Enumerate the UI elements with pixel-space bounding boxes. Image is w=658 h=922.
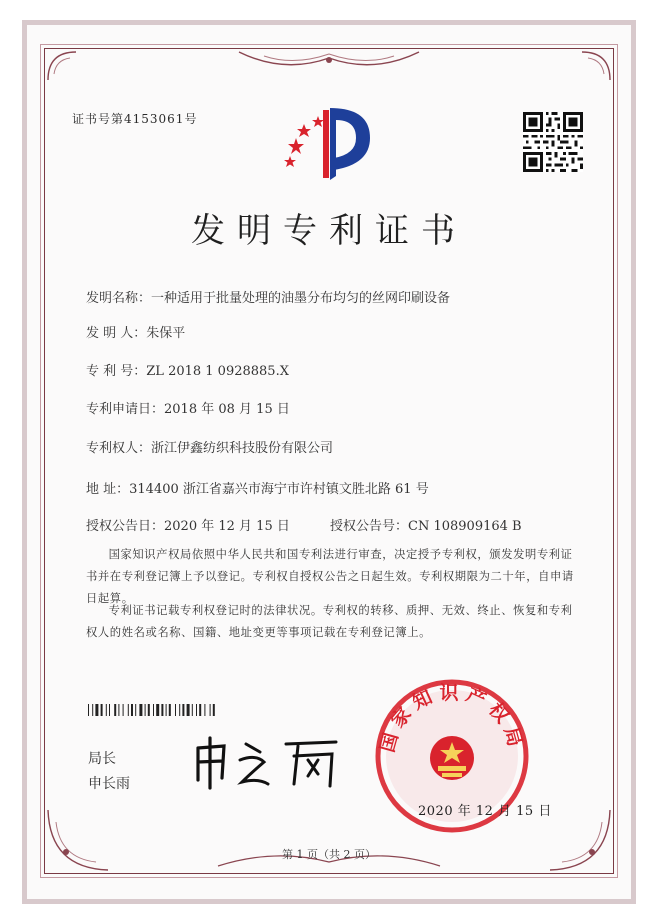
legal-paragraph-1: 国家知识产权局依照中华人民共和国专利法进行审查，决定授予专利权，颁发发明专利证书并在专利登记簿上予以登记。专利权自授权公告之日起生效。专利权期限为二十年，自申请日起算。 [86, 548, 574, 605]
address-row [86, 478, 429, 497]
patentee-value: 浙江伊鑫纺织科技股份有限公司 [151, 441, 334, 456]
invention-name-value: 一种适用于批量处理的油墨分布均匀的丝网印刷设备 [151, 291, 451, 306]
director-name: 申长雨 [88, 776, 130, 792]
corner-ornament-br [548, 808, 612, 872]
cnipa-logo [278, 98, 378, 184]
qr-code [523, 112, 583, 172]
patentee-row [86, 437, 333, 456]
corner-ornament-tl [46, 50, 90, 94]
filing-date-label: 专利申请日： [86, 402, 165, 417]
director-signature [190, 734, 350, 790]
certificate-number: 证书号第4153061号 [72, 112, 198, 126]
corner-ornament-tr [568, 50, 612, 94]
seal-date: 2020 年 12 月 15 日 [418, 804, 552, 819]
filing-date-value: 2018 年 08 月 15 日 [164, 402, 290, 417]
grant-number-label: 授权公告号： [330, 519, 409, 534]
barcode [88, 704, 286, 716]
patentee-label: 专利权人： [86, 441, 152, 456]
grant-date-row [86, 515, 290, 534]
grant-number-row [330, 515, 522, 534]
legal-paragraph-2: 专利证书记载专利权登记时的法律状况。专利权的转移、质押、无效、终止、恢复和专利权人的姓名或名称、国籍、地址变更等事项记载在专利登记簿上。 [86, 604, 573, 639]
invention-name-row [86, 287, 450, 306]
inventor-value: 朱保平 [146, 326, 186, 341]
top-ornament [234, 48, 424, 76]
grant-number-value: CN 108909164 B [408, 519, 522, 534]
filing-date-row [86, 398, 290, 417]
certificate-title: 发明专利证书 [191, 211, 467, 251]
director-title: 局长 [88, 751, 116, 767]
address-value: 314400 浙江省嘉兴市海宁市许村镇文胜北路 61 号 [129, 482, 429, 497]
grant-date-label: 授权公告日： [86, 519, 165, 534]
address-label: 地 址： [86, 482, 130, 497]
inventor-label: 发 明 人： [86, 326, 147, 341]
svg-text:国家知识产权局: 国家知识产权局 [376, 681, 528, 755]
invention-name-label: 发明名称： [86, 291, 152, 306]
patent-number-row [86, 360, 289, 379]
patent-number-value: ZL 2018 1 0928885.X [146, 364, 289, 379]
corner-ornament-bl [46, 808, 110, 872]
inventor-row [86, 322, 185, 341]
grant-date-value: 2020 年 12 月 15 日 [164, 519, 290, 534]
patent-number-label: 专 利 号： [86, 364, 147, 379]
page-number: 第 1 页（共 2 页） [282, 848, 376, 861]
